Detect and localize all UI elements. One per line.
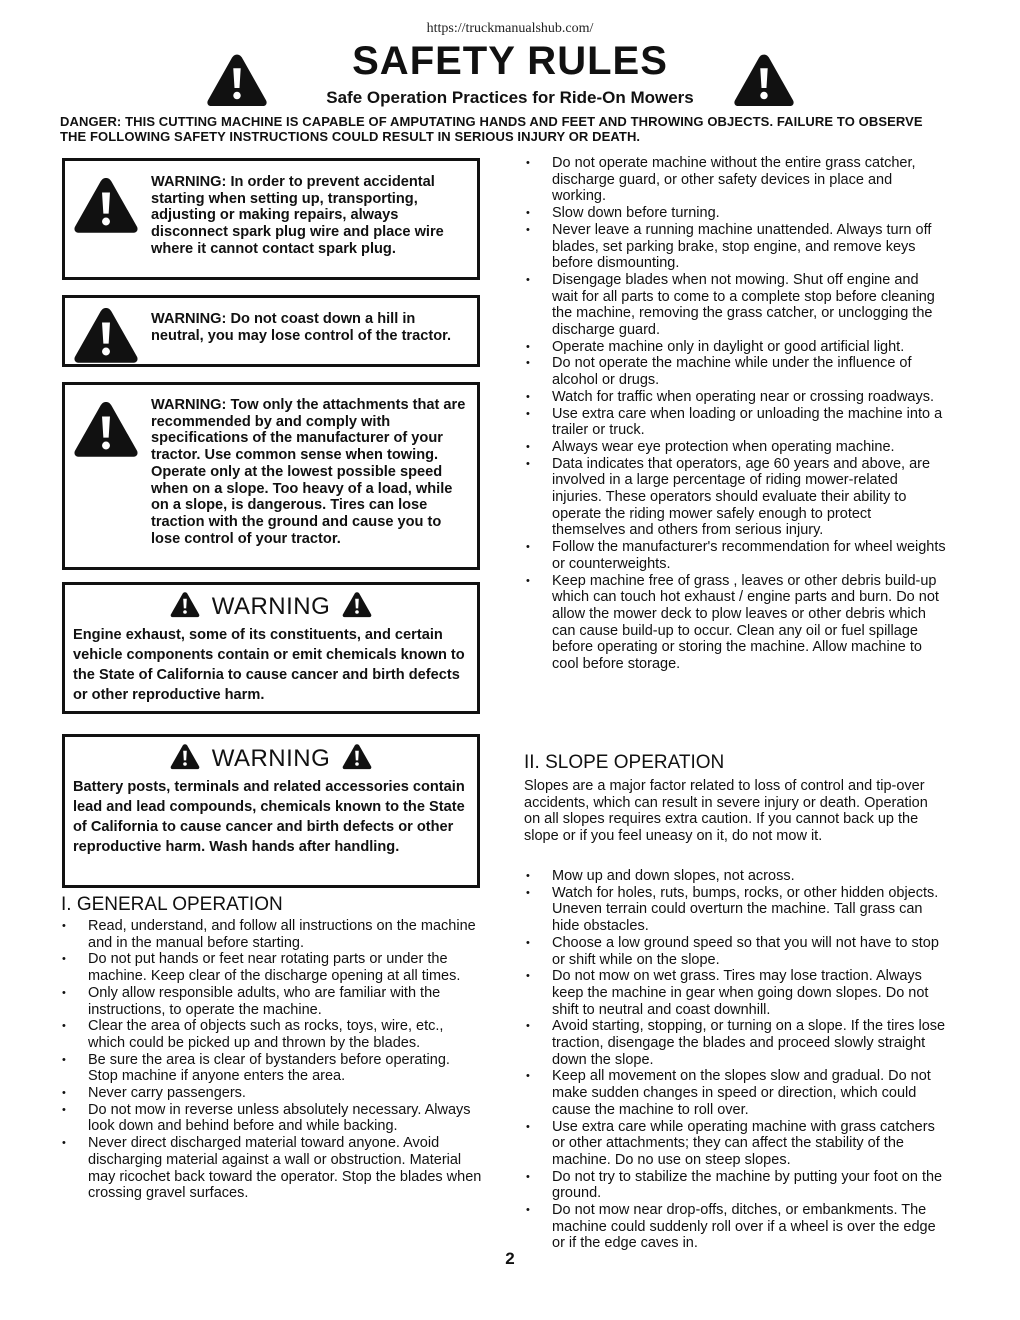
list-item: • Keep all movement on the slopes slow and gradual. Do not make sudden changes in speed or direction, which could cause the machine to roll over.	[522, 1068, 946, 1118]
list-item: • Follow the manufacturer's recommendation for wheel weights or counterweights.	[522, 539, 946, 572]
list-item: • Do not mow near drop-offs, ditches, or embankments. The machine could suddenly roll over if a wheel is over the edge or if the edge caves in.	[522, 1202, 946, 1252]
warning-triangle-icon	[73, 305, 139, 365]
list-item: • Do not mow on wet grass. Tires may lose traction. Always keep the machine in gear when going down slopes. Do not shift to neutral and coast downhill.	[522, 968, 946, 1018]
list-item: • Do not put hands or feet near rotating parts or under the machine. Keep clear of the discharge opening at all times.	[58, 951, 482, 984]
general-operation-list-continued	[522, 155, 946, 673]
list-item: • Always wear eye protection when operating machine.	[522, 439, 946, 456]
list-item: • Mow up and down slopes, not across.	[522, 868, 946, 885]
source-url[interactable]: https://truckmanualshub.com/	[426, 21, 594, 36]
list-item: • Data indicates that operators, age 60 years and above, are involved in a large percentage of riding mower-related injuries. These operators should evaluate their ability to operate the riding mower safely enough to protect themselves and others from serious injury.	[522, 456, 946, 540]
california-warning-battery	[62, 734, 480, 888]
list-item: • Never direct discharged material toward anyone. Avoid discharging material against a wall or obstruction. Material may ricochet back toward the operator. Stop the blades when crossing gravel surfaces.	[58, 1135, 482, 1202]
danger-statement: DANGER: THIS CUTTING MACHINE IS CAPABLE OF AMPUTATING HANDS AND FEET AND THROWING OBJECTS. FAILURE TO OBSERVE THE FOLLOWING SAFETY INSTRUCTIONS COULD RESULT IN SERIOUS INJURY OR DEATH.	[60, 114, 923, 144]
california-warning-heading: WARNING	[211, 593, 331, 620]
list-item: • Do not operate the machine while under the influence of alcohol or drugs.	[522, 355, 946, 388]
warning-triangle-icon	[170, 591, 200, 618]
list-item: • Do not operate machine without the entire grass catcher, discharge guard, or other safety devices in place and working.	[522, 155, 946, 205]
list-item: • Never leave a running machine unattended. Always turn off blades, set parking brake, stop engine, and remove keys before dismounting.	[522, 222, 946, 272]
warning-triangle-icon	[342, 591, 372, 618]
list-item: • Never carry passengers.	[58, 1085, 482, 1102]
warning-text: WARNING: Tow only the attachments that are recommended by and comply with specifications of the manufacturer of your tractor. Use common sense when towing. Operate only at the lowest possible speed when on a slope. Too heavy of a load, while on a slope, is dangerous. Tires can lose traction with the ground and cause you to lose control of your tractor.	[151, 397, 466, 547]
warning-box-hill	[62, 295, 480, 367]
warning-triangle-icon	[733, 52, 795, 108]
warning-text: WARNING: Do not coast down a hill in neutral, you may lose control of the tractor.	[151, 311, 452, 344]
warning-triangle-icon	[73, 399, 139, 459]
list-item: • Clear the area of objects such as rocks, toys, wire, etc., which could be picked up and thrown by the blades.	[58, 1018, 482, 1051]
section-title-general: I. GENERAL OPERATION	[61, 894, 283, 915]
slope-intro-text: Slopes are a major factor related to loss of control and tip-over accidents, which can result in severe injury or death. Operation on all slopes requires extra caution. If you cannot back up the slope or if you feel uneasy on it, do not mow it.	[524, 778, 928, 845]
list-item: • Read, understand, and follow all instructions on the machine and in the manual before starting.	[58, 918, 482, 951]
list-item: • Avoid starting, stopping, or turning on a slope. If the tires lose traction, disengage the blades and proceed slowly straight down the slope.	[522, 1018, 946, 1068]
page-number: 2	[505, 1249, 515, 1268]
california-warning-text: Engine exhaust, some of its constituents, and certain vehicle components contain or emit chemicals known to the State of California to cause cancer and birth defects or other reproductive harm.	[73, 627, 465, 703]
list-item: • Watch for holes, ruts, bumps, rocks, or other hidden objects. Uneven terrain could overturn the machine. Tall grass can hide obstacles.	[522, 885, 946, 935]
general-operation-list	[58, 918, 482, 1202]
list-item: • Use extra care while operating machine with grass catchers or other attachments; they can affect the stability of the machine. Do no use on steep slopes.	[522, 1119, 946, 1169]
section-title-slope: II. SLOPE OPERATION	[524, 752, 725, 773]
page-subtitle: Safe Operation Practices for Ride-On Mowers	[326, 88, 694, 107]
california-warning-heading: WARNING	[211, 745, 331, 772]
list-item: • Keep machine free of grass , leaves or other debris build-up which can touch hot exhaust / engine parts and burn. Do not allow the mower deck to plow leaves or other debris which can cause build-up to occur. Clean any oil or fuel spillage before operating or storing the machine. Allow machine to cool before storage.	[522, 573, 946, 673]
warning-triangle-icon	[73, 175, 139, 235]
warning-triangle-icon	[170, 743, 200, 770]
slope-operation-list	[522, 868, 946, 1252]
warning-box-towing	[62, 382, 480, 570]
warning-triangle-icon	[342, 743, 372, 770]
list-item: • Only allow responsible adults, who are familiar with the instructions, to operate the machine.	[58, 985, 482, 1018]
list-item: • Watch for traffic when operating near or crossing roadways.	[522, 389, 946, 406]
list-item: • Do not try to stabilize the machine by putting your foot on the ground.	[522, 1169, 946, 1202]
california-warning-exhaust	[62, 582, 480, 714]
list-item: • Do not mow in reverse unless absolutely necessary. Always look down and behind before and while backing.	[58, 1102, 482, 1135]
california-warning-text: Battery posts, terminals and related accessories contain lead and lead compounds, chemicals known to the State of California to cause cancer and birth defects or other reproductive harm. Wash hands after handling.	[73, 779, 465, 855]
list-item: • Disengage blades when not mowing. Shut off engine and wait for all parts to come to a complete stop before cleaning the machine, removing the grass catcher, or unclogging the discharge guard.	[522, 272, 946, 339]
page-title: SAFETY RULES	[352, 39, 668, 83]
warning-text: WARNING: In order to prevent accidental starting when setting up, transporting, adjusting or making repairs, always disconnect spark plug wire and place wire where it cannot contact spark plug.	[151, 174, 444, 257]
warning-box-spark-plug	[62, 158, 480, 280]
list-item: • Operate machine only in daylight or good artificial light.	[522, 339, 946, 356]
list-item: • Be sure the area is clear of bystanders before operating. Stop machine if anyone enters the area.	[58, 1052, 482, 1085]
slope-intro	[524, 778, 946, 845]
list-item: • Slow down before turning.	[522, 205, 946, 222]
list-item: • Choose a low ground speed so that you will not have to stop or shift while on the slope.	[522, 935, 946, 968]
list-item: • Use extra care when loading or unloading the machine into a trailer or truck.	[522, 406, 946, 439]
